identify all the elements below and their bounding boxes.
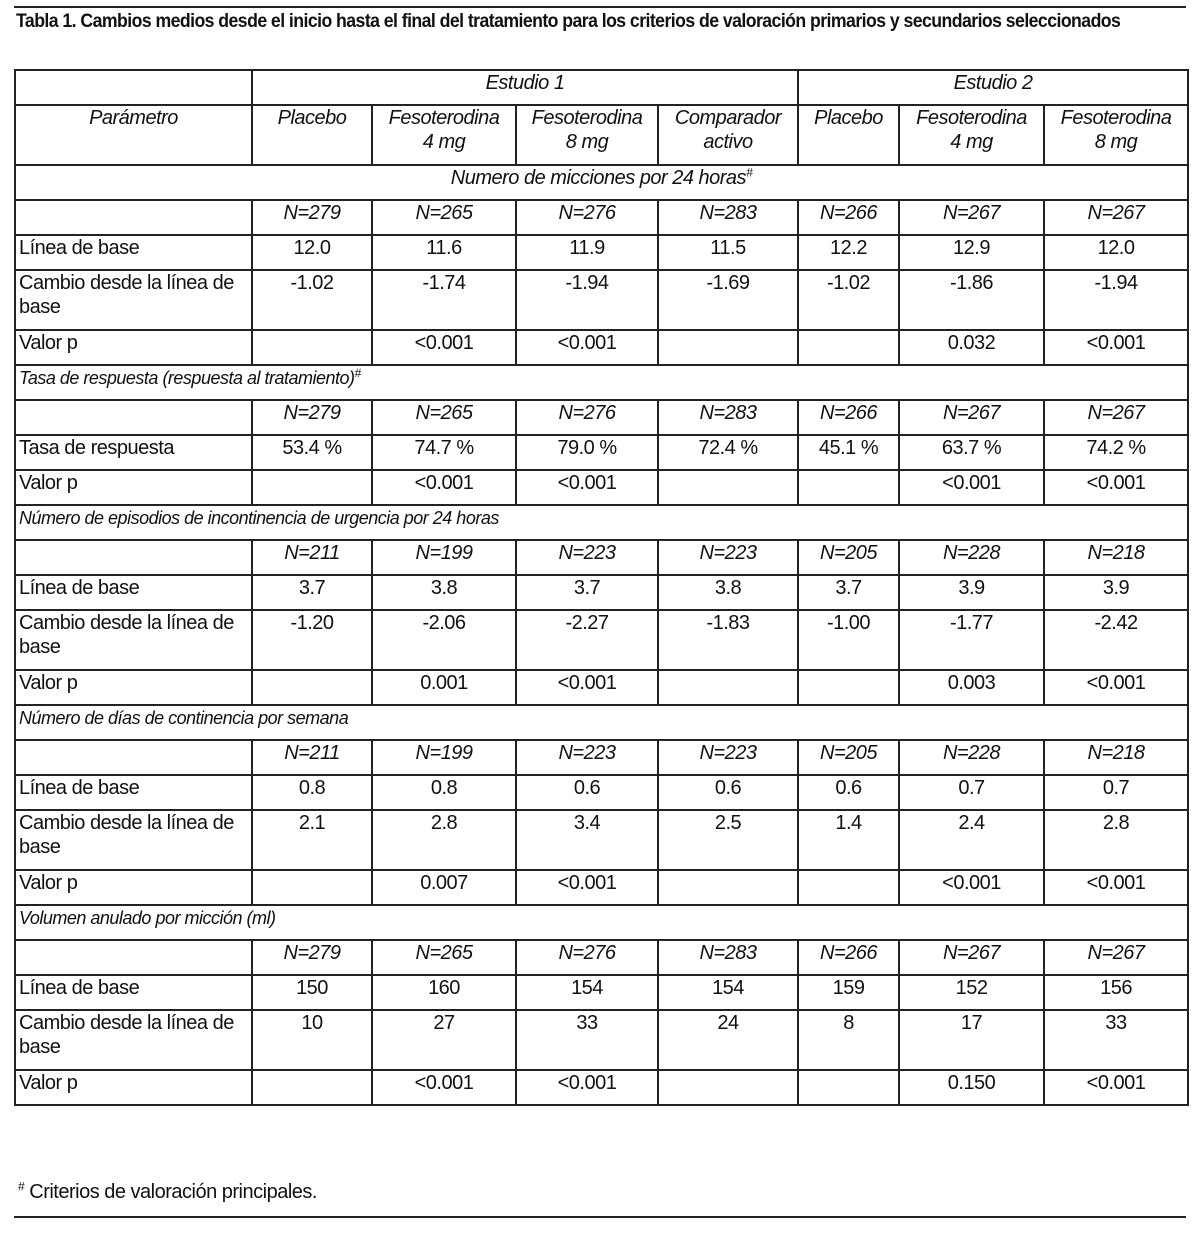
table-row (15, 575, 1188, 610)
value-cell: 2.8 (1044, 810, 1188, 870)
empty-label-cell (15, 940, 252, 975)
value-cell: 11.5 (658, 235, 798, 270)
column-header-line1: Comparador (674, 107, 782, 129)
column-header-row (15, 105, 1188, 165)
bottom-rule (14, 1216, 1186, 1218)
section-title (15, 505, 1188, 540)
value-cell: <0.001 (516, 470, 658, 505)
value-cell: 2.5 (658, 810, 798, 870)
table-row (15, 1010, 1188, 1070)
column-header (798, 105, 899, 165)
value-cell (798, 870, 899, 905)
value-cell: 79.0 % (516, 435, 658, 470)
section-title (15, 705, 1188, 740)
empty-label-cell (15, 540, 252, 575)
sample-size-cell: N=266 (798, 200, 899, 235)
table-row (15, 670, 1188, 705)
value-cell: <0.001 (516, 330, 658, 365)
value-cell: -2.27 (516, 610, 658, 670)
value-cell: 12.9 (899, 235, 1044, 270)
sample-size-cell: N=218 (1044, 740, 1188, 775)
value-cell: 0.8 (372, 775, 516, 810)
value-cell: 0.8 (252, 775, 372, 810)
value-cell: -1.83 (658, 610, 798, 670)
value-cell: 17 (899, 1010, 1044, 1070)
value-cell: 3.9 (1044, 575, 1188, 610)
sample-size-cell: N=265 (372, 400, 516, 435)
sample-size-cell: N=283 (658, 400, 798, 435)
value-cell: <0.001 (372, 470, 516, 505)
value-cell: -1.77 (899, 610, 1044, 670)
sample-size-cell: N=211 (252, 740, 372, 775)
footnote (18, 1181, 317, 1204)
value-cell: <0.001 (1044, 670, 1188, 705)
section-title-row (15, 365, 1188, 400)
value-cell: 63.7 % (899, 435, 1044, 470)
column-header-line2: activo (703, 131, 753, 153)
section-title-row (15, 165, 1188, 200)
top-rule (14, 6, 1186, 8)
sample-size-row (15, 940, 1188, 975)
column-header-line2: 4 mg (950, 131, 993, 153)
section-title-text: Numero de micciones por 24 horas (450, 167, 747, 189)
value-cell: 156 (1044, 975, 1188, 1010)
table-row (15, 810, 1188, 870)
column-header-line2: 8 mg (565, 131, 609, 153)
table-row (15, 235, 1188, 270)
value-cell: 1.4 (798, 810, 899, 870)
row-label: Línea de base (15, 575, 252, 610)
empty-label-cell (15, 740, 252, 775)
sample-size-cell: N=267 (899, 200, 1044, 235)
sample-size-cell: N=279 (252, 400, 372, 435)
value-cell: 8 (798, 1010, 899, 1070)
table-row (15, 975, 1188, 1010)
table-row (15, 610, 1188, 670)
value-cell (798, 330, 899, 365)
sample-size-cell: N=279 (252, 200, 372, 235)
value-cell: -1.02 (798, 270, 899, 330)
column-header (372, 105, 516, 165)
sample-size-cell: N=205 (798, 740, 899, 775)
sample-size-row (15, 540, 1188, 575)
value-cell (658, 470, 798, 505)
value-cell: 3.7 (252, 575, 372, 610)
value-cell: <0.001 (1044, 870, 1188, 905)
value-cell: -1.02 (252, 270, 372, 330)
value-cell (658, 870, 798, 905)
results-table (14, 69, 1189, 1106)
value-cell: 154 (658, 975, 798, 1010)
column-header-line2: 4 mg (422, 131, 466, 153)
empty-header-cell (15, 70, 252, 105)
value-cell (798, 470, 899, 505)
table-row (15, 470, 1188, 505)
value-cell: 45.1 % (798, 435, 899, 470)
value-cell: 0.007 (372, 870, 516, 905)
value-cell: 33 (1044, 1010, 1188, 1070)
section-title-text: Volumen anulado por micción (ml) (19, 908, 276, 928)
value-cell: 3.7 (798, 575, 899, 610)
value-cell: -1.74 (372, 270, 516, 330)
row-label: Valor p (15, 470, 252, 505)
value-cell: -1.94 (516, 270, 658, 330)
sample-size-cell: N=228 (899, 740, 1044, 775)
value-cell: 2.1 (252, 810, 372, 870)
value-cell: <0.001 (1044, 470, 1188, 505)
sample-size-cell: N=223 (516, 740, 658, 775)
value-cell (252, 670, 372, 705)
study-2-header: Estudio 2 (798, 70, 1188, 105)
row-label: Valor p (15, 870, 252, 905)
table-row (15, 775, 1188, 810)
table-row (15, 870, 1188, 905)
study-header-row (15, 70, 1188, 105)
value-cell: 159 (798, 975, 899, 1010)
column-header-line1: Placebo (814, 107, 883, 129)
value-cell: <0.001 (516, 870, 658, 905)
section-title-text: Número de episodios de incontinencia de urgencia por 24 horas (19, 508, 499, 528)
value-cell: -1.00 (798, 610, 899, 670)
parameter-header: Parámetro (15, 105, 252, 165)
value-cell: 74.2 % (1044, 435, 1188, 470)
value-cell: 53.4 % (252, 435, 372, 470)
value-cell: -1.20 (252, 610, 372, 670)
primary-endpoint-marker: # (354, 366, 361, 380)
value-cell: 11.9 (516, 235, 658, 270)
value-cell: 24 (658, 1010, 798, 1070)
sample-size-row (15, 400, 1188, 435)
footnote-marker: # (18, 1179, 25, 1194)
table-body (15, 70, 1188, 1105)
value-cell (798, 670, 899, 705)
value-cell: 12.0 (252, 235, 372, 270)
table-row (15, 270, 1188, 330)
value-cell: 152 (899, 975, 1044, 1010)
row-label: Valor p (15, 330, 252, 365)
value-cell: <0.001 (372, 330, 516, 365)
footnote-text: Criterios de valoración principales. (24, 1181, 317, 1203)
value-cell: -1.69 (658, 270, 798, 330)
value-cell: 150 (252, 975, 372, 1010)
section-title-text: Número de días de continencia por semana (19, 708, 349, 728)
sample-size-cell: N=205 (798, 540, 899, 575)
value-cell: 0.001 (372, 670, 516, 705)
value-cell: 160 (372, 975, 516, 1010)
value-cell: <0.001 (516, 1070, 658, 1105)
value-cell: 2.8 (372, 810, 516, 870)
row-label: Cambio desde la línea de base (15, 270, 252, 330)
study-1-header: Estudio 1 (252, 70, 798, 105)
value-cell: 0.7 (1044, 775, 1188, 810)
value-cell: -2.42 (1044, 610, 1188, 670)
sample-size-cell: N=267 (1044, 940, 1188, 975)
value-cell (798, 1070, 899, 1105)
value-cell: 0.003 (899, 670, 1044, 705)
value-cell (252, 1070, 372, 1105)
column-header (899, 105, 1044, 165)
column-header (1044, 105, 1188, 165)
sample-size-cell: N=283 (658, 940, 798, 975)
value-cell: 0.032 (899, 330, 1044, 365)
section-title-row (15, 705, 1188, 740)
sample-size-cell: N=199 (372, 740, 516, 775)
sample-size-cell: N=267 (1044, 200, 1188, 235)
column-header-line1: Fesoterodina (388, 107, 500, 129)
column-header-line1: Placebo (277, 107, 347, 129)
value-cell: 3.8 (372, 575, 516, 610)
column-header (252, 105, 372, 165)
sample-size-cell: N=265 (372, 200, 516, 235)
sample-size-cell: N=283 (658, 200, 798, 235)
row-label: Cambio desde la línea de base (15, 810, 252, 870)
value-cell: 3.7 (516, 575, 658, 610)
value-cell: 12.2 (798, 235, 899, 270)
row-label: Línea de base (15, 235, 252, 270)
value-cell: 0.6 (798, 775, 899, 810)
section-title (15, 905, 1188, 940)
value-cell: 2.4 (899, 810, 1044, 870)
sample-size-cell: N=266 (798, 940, 899, 975)
value-cell: 74.7 % (372, 435, 516, 470)
sample-size-cell: N=267 (899, 940, 1044, 975)
value-cell: 0.150 (899, 1070, 1044, 1105)
primary-endpoint-marker: # (746, 165, 753, 180)
value-cell: -2.06 (372, 610, 516, 670)
value-cell (252, 870, 372, 905)
value-cell (658, 1070, 798, 1105)
value-cell: -1.86 (899, 270, 1044, 330)
sample-size-cell: N=218 (1044, 540, 1188, 575)
sample-size-cell: N=279 (252, 940, 372, 975)
section-title-text: Tasa de respuesta (respuesta al tratamiento) (19, 368, 355, 388)
sample-size-row (15, 200, 1188, 235)
value-cell (658, 670, 798, 705)
sample-size-cell: N=276 (516, 200, 658, 235)
value-cell: <0.001 (1044, 330, 1188, 365)
row-label: Tasa de respuesta (15, 435, 252, 470)
value-cell: 0.6 (658, 775, 798, 810)
value-cell: 33 (516, 1010, 658, 1070)
section-title-row (15, 905, 1188, 940)
sample-size-cell: N=223 (516, 540, 658, 575)
section-title (15, 165, 1188, 200)
column-header-line1: Fesoterodina (1060, 107, 1172, 129)
row-label: Valor p (15, 670, 252, 705)
section-title (15, 365, 1188, 400)
row-label: Cambio desde la línea de base (15, 610, 252, 670)
value-cell: <0.001 (899, 470, 1044, 505)
value-cell: <0.001 (1044, 1070, 1188, 1105)
row-label: Línea de base (15, 975, 252, 1010)
sample-size-cell: N=267 (1044, 400, 1188, 435)
table-caption: Tabla 1. Cambios medios desde el inicio hasta el final del tratamiento para los criterios de valoración primarios y secundarios seleccionados (16, 11, 1121, 32)
sample-size-cell: N=267 (899, 400, 1044, 435)
row-label: Cambio desde la línea de base (15, 1010, 252, 1070)
value-cell: <0.001 (372, 1070, 516, 1105)
column-header (658, 105, 798, 165)
value-cell: 3.9 (899, 575, 1044, 610)
value-cell: 12.0 (1044, 235, 1188, 270)
sample-size-cell: N=223 (658, 540, 798, 575)
sample-size-cell: N=199 (372, 540, 516, 575)
table-row (15, 330, 1188, 365)
empty-label-cell (15, 400, 252, 435)
value-cell: 10 (252, 1010, 372, 1070)
value-cell: -1.94 (1044, 270, 1188, 330)
sample-size-cell: N=211 (252, 540, 372, 575)
value-cell (252, 330, 372, 365)
sample-size-cell: N=266 (798, 400, 899, 435)
row-label: Línea de base (15, 775, 252, 810)
value-cell (252, 470, 372, 505)
column-header-line2: 8 mg (1094, 131, 1138, 153)
sample-size-cell: N=223 (658, 740, 798, 775)
column-header-line1: Fesoterodina (531, 107, 643, 129)
value-cell (658, 330, 798, 365)
value-cell: 154 (516, 975, 658, 1010)
section-title-row (15, 505, 1188, 540)
sample-size-row (15, 740, 1188, 775)
column-header-line1: Fesoterodina (916, 107, 1027, 129)
column-header (516, 105, 658, 165)
empty-label-cell (15, 200, 252, 235)
value-cell: <0.001 (899, 870, 1044, 905)
value-cell: <0.001 (516, 670, 658, 705)
value-cell: 3.8 (658, 575, 798, 610)
sample-size-cell: N=276 (516, 400, 658, 435)
value-cell: 72.4 % (658, 435, 798, 470)
value-cell: 11.6 (372, 235, 516, 270)
sample-size-cell: N=276 (516, 940, 658, 975)
table-row (15, 435, 1188, 470)
sample-size-cell: N=265 (372, 940, 516, 975)
sample-size-cell: N=228 (899, 540, 1044, 575)
row-label: Valor p (15, 1070, 252, 1105)
table-row (15, 1070, 1188, 1105)
value-cell: 0.6 (516, 775, 658, 810)
value-cell: 27 (372, 1010, 516, 1070)
value-cell: 0.7 (899, 775, 1044, 810)
value-cell: 3.4 (516, 810, 658, 870)
